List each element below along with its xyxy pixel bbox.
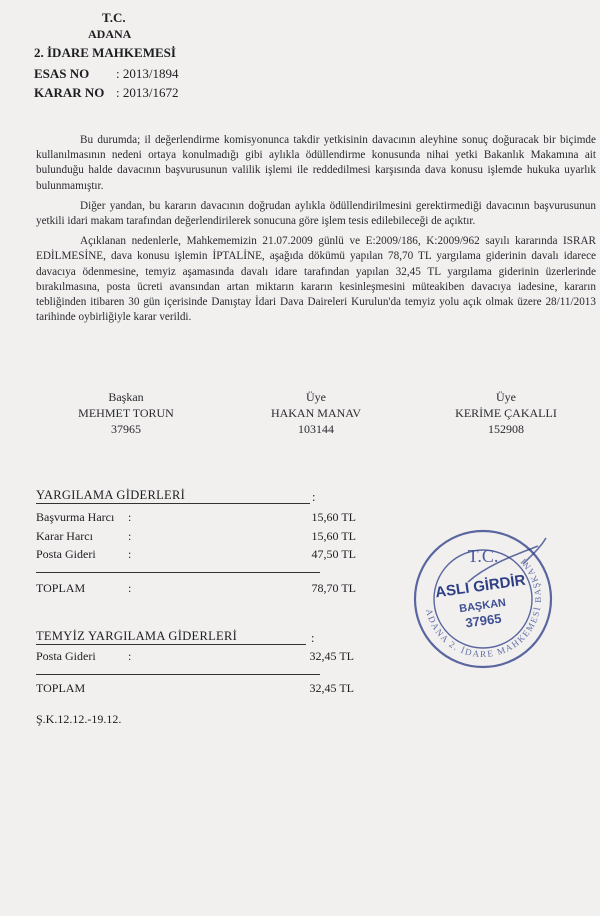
appeal-cost-colon: : <box>128 649 132 663</box>
appeal-cost-label: Posta Gideri <box>36 649 96 663</box>
stamp-role: BAŞKAN <box>458 596 507 616</box>
paragraph-2: Diğer yandan, bu kararın davacının doğrudan aylıkla ödüllendirilmesini gerektirmediği davacının başvurusunun yetkili idari makam tarafından değerlendirilerek sonucuna göre işlem tesis edilebileceği de açıktır. <box>36 199 596 228</box>
signature-role: Üye <box>306 390 326 404</box>
decision-body <box>36 133 596 325</box>
signature-role: Üye <box>496 390 516 404</box>
costs-title-rule <box>36 503 310 504</box>
paragraph-3: Açıklanan nedenlerle, Mahkememizin 21.07.2009 günlü ve E:2009/186, K:2009/962 sayılı kararında ISRAR EDİLMESİNE, dava konusu işlemin İPTALİNE, aşağıda dökümü yapılan 78,70 TL yargılama giderinin davalı idarece davacıya ödenmesine, temyiz aşamasında davalı idare tarafından yapılan 32,45 TL yargılama giderinin üzerlerinde bırakılmasına, posta ücreti avansından artan miktarın kararın kesinleşmesini müteakiben davacıya iadesine, kararın tebliğinden itibaren 30 gün içerisinde Danıştay İdari Dava Daireleri Kurulun'da temyiz yolu açık olmak üzere 28/11/2013 tarihinde oybirliğiyle karar verildi. <box>36 235 596 324</box>
cost-total-colon: : <box>128 581 132 595</box>
signature-name: KERİME ÇAKALLI <box>455 406 557 420</box>
signature-name: HAKAN MANAV <box>270 406 362 420</box>
appeal-sum-rule <box>36 674 320 675</box>
appeal-title-rule <box>36 644 306 645</box>
header-tc: T.C. <box>102 10 126 25</box>
cost-total-amount: 78,70 TL <box>311 581 356 595</box>
appeal-cost-amount: 32,45 TL <box>309 649 354 663</box>
cost-label: Başvurma Harcı <box>36 510 115 524</box>
signature-name: MEHMET TORUN <box>78 406 174 420</box>
signature-member-2 <box>436 389 576 437</box>
karar-label: KARAR NO <box>34 85 105 100</box>
cost-amount: 47,50 TL <box>311 547 356 561</box>
appeal-total-label: TOPLAM <box>36 681 86 695</box>
signature-member-1 <box>246 389 386 437</box>
cost-amount: 15,60 TL <box>311 529 356 543</box>
appeal-total-amount: 32,45 TL <box>309 681 354 695</box>
esas-label: ESAS NO <box>34 66 90 81</box>
esas-value: : 2013/1894 <box>116 66 179 81</box>
cost-amount: 15,60 TL <box>311 510 356 524</box>
paragraph-1: Bu durumda; il değerlendirme komisyonunca takdir yetkisinin davacının aleyhine sonuç doğuracak bir biçimde kullanılmasının nedeni ortaya konulmadığı gibi aylıkla ödüllendirme konusunda nihai yetki Bakanlık Makamına ait bulunduğu halde davacının başvurusunun valilik işlemi ile reddedilmesi karşısında dava konusu işlemde hukuka uyarlık bulunmamıştır. <box>36 134 596 192</box>
header-court: 2. İDARE MAHKEMESİ <box>34 45 176 60</box>
appeal-title-colon: : <box>311 631 315 645</box>
cost-colon: : <box>128 510 132 524</box>
costs-title: YARGILAMA GİDERLERİ <box>36 488 186 502</box>
footer-note: Ş.K.12.12.-19.12. <box>36 712 122 726</box>
signature-president <box>56 389 196 437</box>
cost-label: Posta Gideri <box>36 547 96 561</box>
official-stamp <box>408 524 558 674</box>
stamp-ring-text: ADANA 2. İDARE MAHKEMESİ BAŞKANI <box>423 555 544 660</box>
stamp-top: T.C. <box>467 546 499 566</box>
stamp-name: ASLI GİRDİR <box>434 571 527 602</box>
karar-value: : 2013/1672 <box>116 85 179 100</box>
signature-number: 37965 <box>111 422 141 436</box>
header-city: ADANA <box>88 27 132 41</box>
costs-sum-rule <box>36 572 320 573</box>
signature-role: Başkan <box>108 390 144 404</box>
stamp-number: 37965 <box>464 610 503 631</box>
cost-colon: : <box>128 529 132 543</box>
cost-colon: : <box>128 547 132 561</box>
appeal-costs-title: TEMYİZ YARGILAMA GİDERLERİ <box>36 629 238 643</box>
costs-title-colon: : <box>312 490 316 504</box>
cost-total-label: TOPLAM <box>36 581 86 595</box>
signature-number: 103144 <box>298 422 334 436</box>
signature-number: 152908 <box>488 422 524 436</box>
cost-label: Karar Harcı <box>36 529 93 543</box>
